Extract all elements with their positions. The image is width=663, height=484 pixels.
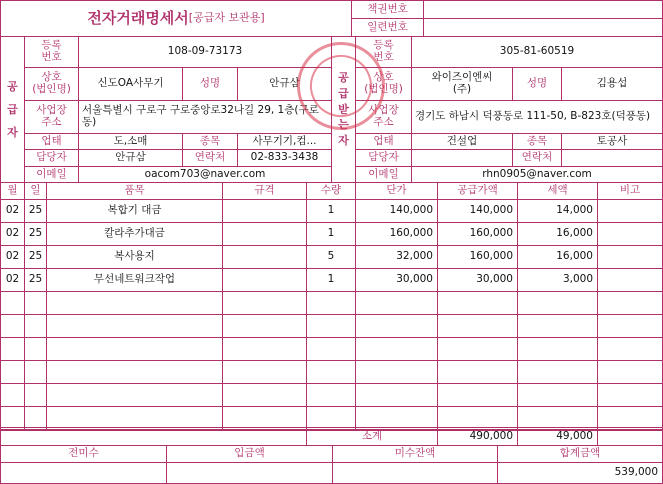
supplier-biz-type-label: 업태 xyxy=(24,133,79,150)
table-cell-tax: 16,000 xyxy=(517,245,598,269)
serial-number-value xyxy=(423,18,663,37)
supplier-contact: 02-833-3438 xyxy=(237,149,332,167)
supplier-side-label xyxy=(0,36,25,183)
table-cell-day xyxy=(24,291,47,315)
supplier-reg-label: 등록 번호 xyxy=(24,36,79,68)
subtotal-blank xyxy=(0,427,307,446)
supplier-company-label: 상호 (법인명) xyxy=(24,67,79,101)
table-cell-spec xyxy=(222,245,307,269)
table-cell-qty xyxy=(306,383,356,407)
supplier-side-char: 공 xyxy=(7,79,18,93)
table-cell-qty xyxy=(306,337,356,361)
table-cell-supply-amount xyxy=(437,291,518,315)
table-cell-spec xyxy=(222,337,307,361)
col-item-header: 품목 xyxy=(46,182,223,200)
table-cell-qty xyxy=(306,314,356,338)
table-cell-tax xyxy=(517,337,598,361)
table-cell-note xyxy=(597,245,663,269)
book-number-value xyxy=(423,0,663,19)
receiver-address-label: 사업장 주소 xyxy=(355,100,412,134)
supplier-name-label: 성명 xyxy=(182,67,238,101)
receiver-reg-no: 305-81-60519 xyxy=(411,36,663,68)
col-month-header: 월 xyxy=(0,182,25,200)
table-cell-note xyxy=(597,337,663,361)
supplier-email-label: 이메일 xyxy=(24,166,79,183)
subtotal-tax: 49,000 xyxy=(517,427,598,446)
supplier-contact-label: 연락처 xyxy=(182,149,238,167)
table-cell-item xyxy=(46,360,223,384)
table-cell-supply-amount: 160,000 xyxy=(437,222,518,246)
table-cell-day: 25 xyxy=(24,222,47,246)
receiver-biz-item: 토공사 xyxy=(561,133,663,150)
supplier-email: oacom703@naver.com xyxy=(78,166,332,183)
table-cell-item: 복합기 대금 xyxy=(46,199,223,223)
table-cell-unit-price xyxy=(355,314,438,338)
receiver-biz-type: 건설업 xyxy=(411,133,513,150)
table-cell-item xyxy=(46,383,223,407)
table-cell-spec xyxy=(222,360,307,384)
table-cell-note xyxy=(597,360,663,384)
col-supply-amount-header: 공급가액 xyxy=(437,182,518,200)
table-cell-item: 복사용지 xyxy=(46,245,223,269)
supplier-address: 서울특별시 구로구 구로중앙로32나길 29, 1층(구로동) xyxy=(78,100,332,134)
table-cell-tax xyxy=(517,383,598,407)
document-title xyxy=(0,0,352,37)
supplier-biz-type: 도,소매 xyxy=(78,133,183,150)
table-cell-qty xyxy=(306,360,356,384)
table-cell-unit-price xyxy=(355,291,438,315)
received-label: 입금액 xyxy=(166,445,333,463)
table-cell-month xyxy=(0,314,25,338)
table-cell-tax: 3,000 xyxy=(517,268,598,292)
receiver-company: 와이즈이엔씨 (주) xyxy=(411,67,513,101)
table-cell-supply-amount: 30,000 xyxy=(437,268,518,292)
supplier-biz-item-label: 종목 xyxy=(182,133,238,150)
receiver-side-char: 자 xyxy=(338,134,349,148)
total-label: 합계금액 xyxy=(497,445,663,463)
table-cell-spec xyxy=(222,314,307,338)
table-cell-item xyxy=(46,337,223,361)
table-cell-unit-price xyxy=(355,337,438,361)
receiver-side-char: 받 xyxy=(338,102,349,116)
table-cell-item xyxy=(46,291,223,315)
table-cell-unit-price: 30,000 xyxy=(355,268,438,292)
receiver-address: 경기도 하남시 덕풍동로 111-50, B-823호(덕풍동) xyxy=(411,100,663,134)
table-cell-unit-price xyxy=(355,360,438,384)
table-cell-day: 25 xyxy=(24,199,47,223)
receiver-side-label xyxy=(331,36,356,183)
table-cell-note xyxy=(597,291,663,315)
table-cell-note xyxy=(597,383,663,407)
table-cell-item: 무선네트워크작업 xyxy=(46,268,223,292)
col-qty-header: 수량 xyxy=(306,182,356,200)
table-cell-supply-amount: 140,000 xyxy=(437,199,518,223)
table-cell-month: 02 xyxy=(0,245,25,269)
table-cell-spec xyxy=(222,199,307,223)
table-cell-day xyxy=(24,314,47,338)
title-text: 전자거래명세서 xyxy=(87,9,189,28)
supplier-address-label: 사업장 주소 xyxy=(24,100,79,134)
receiver-contact xyxy=(561,149,663,167)
supplier-reg-no: 108-09-73173 xyxy=(78,36,332,68)
table-cell-spec xyxy=(222,383,307,407)
table-cell-unit-price: 32,000 xyxy=(355,245,438,269)
table-cell-month: 02 xyxy=(0,199,25,223)
table-cell-month: 02 xyxy=(0,222,25,246)
serial-number-label: 일련번호 xyxy=(351,18,424,37)
table-cell-day xyxy=(24,383,47,407)
table-cell-unit-price: 140,000 xyxy=(355,199,438,223)
table-cell-tax xyxy=(517,314,598,338)
receiver-name-label: 성명 xyxy=(512,67,562,101)
table-cell-tax xyxy=(517,360,598,384)
receiver-manager xyxy=(411,149,513,167)
subtotal-label: 소계 xyxy=(306,427,438,446)
table-cell-note xyxy=(597,199,663,223)
table-cell-qty: 1 xyxy=(306,268,356,292)
receiver-name: 김용섭 xyxy=(561,67,663,101)
supplier-side-char: 자 xyxy=(7,126,18,140)
table-cell-spec xyxy=(222,291,307,315)
table-cell-month xyxy=(0,383,25,407)
table-cell-tax: 14,000 xyxy=(517,199,598,223)
table-cell-unit-price xyxy=(355,383,438,407)
col-day-header: 일 xyxy=(24,182,47,200)
prev-balance-value xyxy=(0,462,167,484)
col-note-header: 비고 xyxy=(597,182,663,200)
table-cell-item: 칼라추가대금 xyxy=(46,222,223,246)
table-cell-unit-price: 160,000 xyxy=(355,222,438,246)
table-cell-qty: 1 xyxy=(306,199,356,223)
receiver-contact-label: 연락처 xyxy=(512,149,562,167)
table-cell-qty: 5 xyxy=(306,245,356,269)
balance-label: 미수잔액 xyxy=(332,445,498,463)
supplier-manager: 안규삼 xyxy=(78,149,183,167)
received-value xyxy=(166,462,333,484)
receiver-biz-item-label: 종목 xyxy=(512,133,562,150)
supplier-manager-label: 담당자 xyxy=(24,149,79,167)
table-cell-note xyxy=(597,222,663,246)
table-cell-supply-amount xyxy=(437,337,518,361)
table-cell-day: 25 xyxy=(24,245,47,269)
subtotal-supply-amount: 490,000 xyxy=(437,427,518,446)
table-cell-spec xyxy=(222,222,307,246)
table-cell-item xyxy=(46,314,223,338)
table-cell-supply-amount xyxy=(437,383,518,407)
table-cell-day: 25 xyxy=(24,268,47,292)
table-cell-supply-amount xyxy=(437,314,518,338)
subtitle-text: [공급자 보관용] xyxy=(188,11,265,25)
table-cell-month xyxy=(0,337,25,361)
table-cell-month xyxy=(0,360,25,384)
receiver-reg-label: 등록 번호 xyxy=(355,36,412,68)
receiver-side-char: 급 xyxy=(338,86,349,100)
supplier-biz-item: 사무기기,컴... xyxy=(237,133,332,150)
receiver-email: rhn0905@naver.com xyxy=(411,166,663,183)
receiver-side-char: 는 xyxy=(338,118,349,132)
receiver-biz-type-label: 업태 xyxy=(355,133,412,150)
table-cell-note xyxy=(597,314,663,338)
table-cell-month xyxy=(0,291,25,315)
items-table xyxy=(0,182,663,446)
table-cell-tax: 16,000 xyxy=(517,222,598,246)
table-cell-spec xyxy=(222,268,307,292)
table-cell-supply-amount: 160,000 xyxy=(437,245,518,269)
table-cell-month: 02 xyxy=(0,268,25,292)
table-cell-supply-amount xyxy=(437,360,518,384)
total-value: 539,000 xyxy=(497,462,663,484)
prev-balance-label: 전미수 xyxy=(0,445,167,463)
table-cell-day xyxy=(24,337,47,361)
table-cell-day xyxy=(24,360,47,384)
receiver-side-char: 공 xyxy=(338,70,349,84)
receiver-company-label: 상호 (법인명) xyxy=(355,67,412,101)
col-tax-header: 세액 xyxy=(517,182,598,200)
col-unit-price-header: 단가 xyxy=(355,182,438,200)
supplier-name: 안규삼 xyxy=(237,67,332,101)
table-cell-note xyxy=(597,268,663,292)
subtotal-note xyxy=(597,427,663,446)
supplier-side-char: 급 xyxy=(7,102,18,116)
col-spec-header: 규격 xyxy=(222,182,307,200)
balance-value xyxy=(332,462,498,484)
table-cell-qty: 1 xyxy=(306,222,356,246)
table-cell-tax xyxy=(517,291,598,315)
table-cell-qty xyxy=(306,291,356,315)
book-number-label: 책권번호 xyxy=(351,0,424,19)
receiver-manager-label: 담당자 xyxy=(355,149,412,167)
supplier-company: 신도OA사무기 xyxy=(78,67,183,101)
receiver-email-label: 이메일 xyxy=(355,166,412,183)
